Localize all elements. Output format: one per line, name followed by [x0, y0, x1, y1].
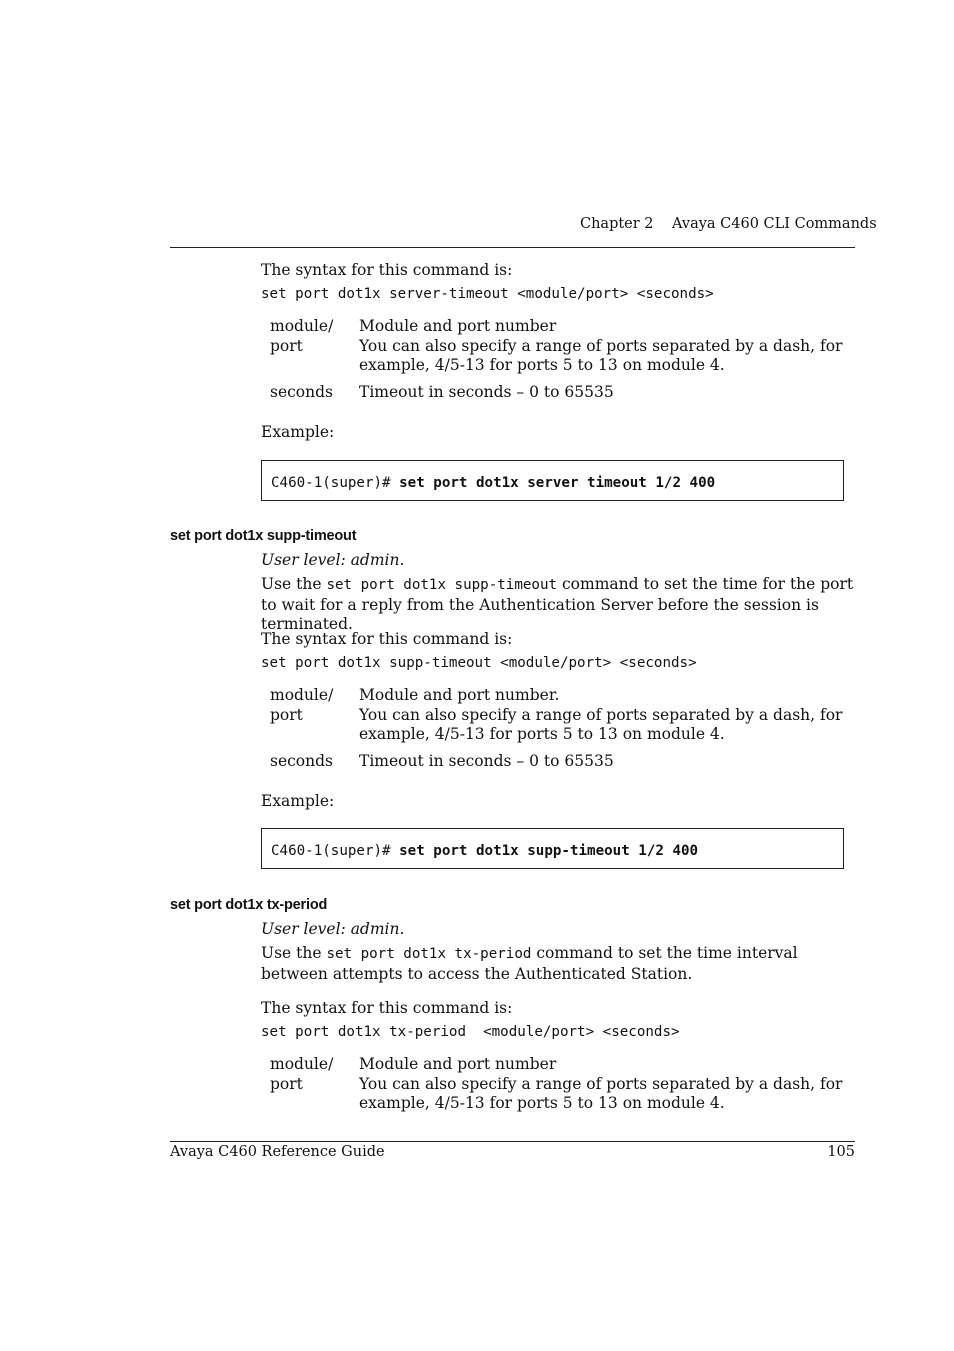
- param-definition: Timeout in seconds – 0 to 65535: [359, 383, 614, 401]
- example-label: Example:: [261, 423, 335, 441]
- param-definition: Module and port number You can also specify a range of ports separated by a dash, for example, 4/5-13 for ports 5 to 13 on module 4.: [359, 317, 843, 374]
- param-term: seconds: [270, 383, 333, 401]
- param-definition: Module and port number You can also specify a range of ports separated by a dash, for example, 4/5-13 for ports 5 to 13 on module 4.: [359, 1055, 843, 1112]
- description: Use the set port dot1x tx-period command to set the time interval between attempts to access the Authenticated Station.: [261, 944, 798, 983]
- header-rule: [170, 247, 855, 248]
- syntax-intro: The syntax for this command is:: [261, 261, 513, 279]
- cli-prompt: C460-1(super)#: [271, 475, 400, 491]
- cli-command: set port dot1x supp-timeout 1/2 400: [399, 843, 699, 859]
- syntax-intro: The syntax for this command is:: [261, 630, 513, 648]
- param-term: module/ port: [270, 317, 334, 355]
- cli-prompt: C460-1(super)#: [271, 843, 400, 859]
- page-number: 105: [827, 1144, 855, 1160]
- example-code-box: [261, 828, 844, 869]
- param-term: seconds: [270, 752, 333, 770]
- section-heading: set port dot1x tx-period: [170, 897, 328, 913]
- cli-command: set port dot1x server timeout 1/2 400: [399, 475, 716, 491]
- syntax-line: set port dot1x server-timeout <module/port> <seconds>: [261, 286, 714, 302]
- user-level: User level: admin.: [261, 551, 405, 569]
- param-definition: Timeout in seconds – 0 to 65535: [359, 752, 614, 770]
- syntax-intro: The syntax for this command is:: [261, 999, 513, 1017]
- user-level: User level: admin.: [261, 920, 405, 938]
- param-term: module/ port: [270, 1055, 334, 1093]
- param-definition: Module and port number. You can also specify a range of ports separated by a dash, for example, 4/5-13 for ports 5 to 13 on module 4.: [359, 686, 843, 743]
- example-label: Example:: [261, 792, 335, 810]
- header-chapter: Chapter 2: [580, 216, 654, 232]
- header-title: Avaya C460 CLI Commands: [672, 216, 877, 232]
- syntax-line: set port dot1x tx-period <module/port> <seconds>: [261, 1024, 680, 1040]
- footer-rule: [170, 1141, 855, 1142]
- param-term: module/ port: [270, 686, 334, 724]
- footer-guide-title: Avaya C460 Reference Guide: [170, 1144, 385, 1160]
- example-code-box: [261, 460, 844, 501]
- section-heading: set port dot1x supp-timeout: [170, 528, 357, 544]
- syntax-line: set port dot1x supp-timeout <module/port> <seconds>: [261, 655, 697, 671]
- description: Use the set port dot1x supp-timeout command to set the time for the port to wait for a reply from the Authentication Server before the session is terminated.: [261, 575, 854, 633]
